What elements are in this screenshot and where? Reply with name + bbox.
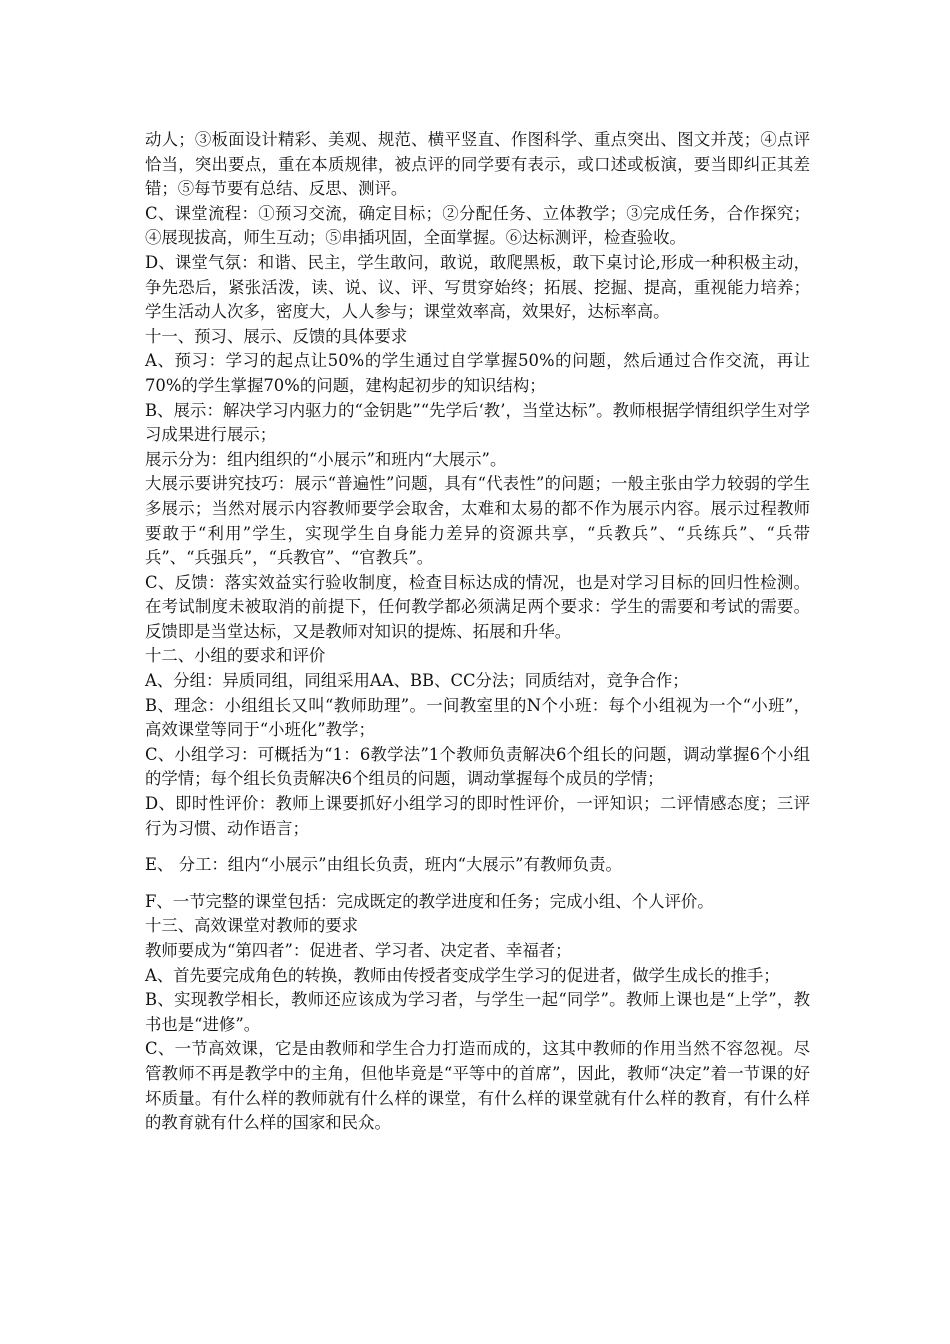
paragraph-instant-evaluation: D、即时性评价：教师上课要抓好小组学习的即时性评价，一评知识；二评情感态度；三评行为习惯、动作语言； (145, 794, 810, 838)
paragraph-concept: B、理念：小组组长又叫“教师助理”。一间教室里的N个小班：每个小组视为一个“小班”，高效课堂等同于“小班化”教学； (145, 695, 810, 740)
paragraph-preview: A、预习：学习的起点让50%的学生通过自学掌握50%的问题，然后通过合作交流，再让70%的学生掌握70%的问题，建构起初步的知识结构； (145, 351, 810, 395)
document-page (145, 128, 810, 1136)
paragraph-feedback: C、反馈：落实效益实行验收制度，检查目标达成的情况，也是对学习目标的回归性检测。在考试制度未被取消的前提下，任何教学都必须满足两个要求：学生的需要和考试的需要。反馈即是当堂达标，又是教师对知识的提炼、拓展和升华。 (145, 572, 810, 641)
paragraph-board-design: 动人；③板面设计精彩、美观、规范、横平竖直、作图科学、重点突出、图文并茂；④点评恰当，突出要点，重在本质规律，被点评的同学要有表示，或口述或板演，要当即纠正其差错；⑤每节要有总结、反思、测评。 (145, 130, 810, 199)
paragraph-big-display: 大展示要讲究技巧：展示“普遍性”问题，具有“代表性”的问题；一般主张由学力较弱的学生多展示；当然对展示内容教师要学会取舍，太难和太易的都不作为展示内容。展示过程教师要敢于“利用”学生，实现学生自身能力差异的资源共享，“兵教兵”、“兵练兵”、“兵带兵”、“兵强兵”，“兵教官”、“官教兵”。 (145, 474, 810, 568)
paragraph-division-of-labor: E、 分工：组内“小展示”由组长负责，班内“大展示”有教师负责。 (145, 855, 622, 875)
paragraph-role-change: A、首先要完成角色的转换，教师由传授者变成学生学习的促进者，做学生成长的推手； (145, 965, 780, 985)
section-heading-11: 十一、预习、展示、反馈的具体要求 (145, 326, 408, 346)
paragraph-display-types: 展示分为：组内组织的“小展示”和班内“大展示”。 (145, 449, 507, 469)
paragraph-efficient-class: C、一节高效课，它是由教师和学生合力打造而成的，这其中教师的作用当然不容忽视。尽管教师不再是教学中的主角，但他毕竟是“平等中的首席”，因此，教师“决定”着一节课的好坏质量。有什么样的教师就有什么样的课堂，有什么样的课堂就有什么样的教育，有什么样的教育就有什么样的国家和民众。 (145, 1039, 810, 1133)
paragraph-group-learning: C、小组学习：可概括为“1：6教学法”1个教师负责解决6个组长的问题，调动掌握6个小组的学情；每个组长负责解决6个组员的问题，调动掌握每个成员的学情； (145, 744, 810, 789)
paragraph-teaching-learning: B、实现教学相长，教师还应该成为学习者，与学生一起“同学”。教师上课也是“上学”，教书也是“进修”。 (145, 990, 810, 1034)
paragraph-class-process: C、课堂流程：①预习交流，确定目标；②分配任务、立体教学；③完成任务，合作探究；④展现拔高，师生互动；⑤串插巩固，全面掌握。⑥达标测评，检查验收。 (145, 203, 810, 248)
paragraph-complete-class: F、一节完整的课堂包括：完成既定的教学进度和任务；完成小组、个人评价。 (145, 891, 714, 911)
section-heading-12: 十二、小组的要求和评价 (145, 646, 326, 666)
paragraph-grouping: A、分组：异质同组，同组采用AA、BB、CC分法；同质结对，竞争合作； (145, 671, 689, 691)
section-heading-13: 十三、高效课堂对教师的要求 (145, 916, 359, 936)
paragraph-display: B、展示：解决学习内驱力的“金钥匙”“先学后‘教’，当堂达标”。教师根据学情组织学生对学习成果进行展示； (145, 400, 810, 445)
paragraph-teacher-roles: 教师要成为“第四者”：促进者、学习者、决定者、幸福者； (145, 941, 572, 960)
paragraph-class-atmosphere: D、课堂气氛：和谐、民主，学生敢问，敢说，敢爬黑板，敢下桌讨论,形成一种积极主动，争先恐后，紧张活泼，读、说、议、评、写贯穿始终；拓展、挖掘、提高，重视能力培养；学生活动人次多，密度大，人人参与；课堂效率高，效果好，达标率高。 (145, 252, 810, 322)
